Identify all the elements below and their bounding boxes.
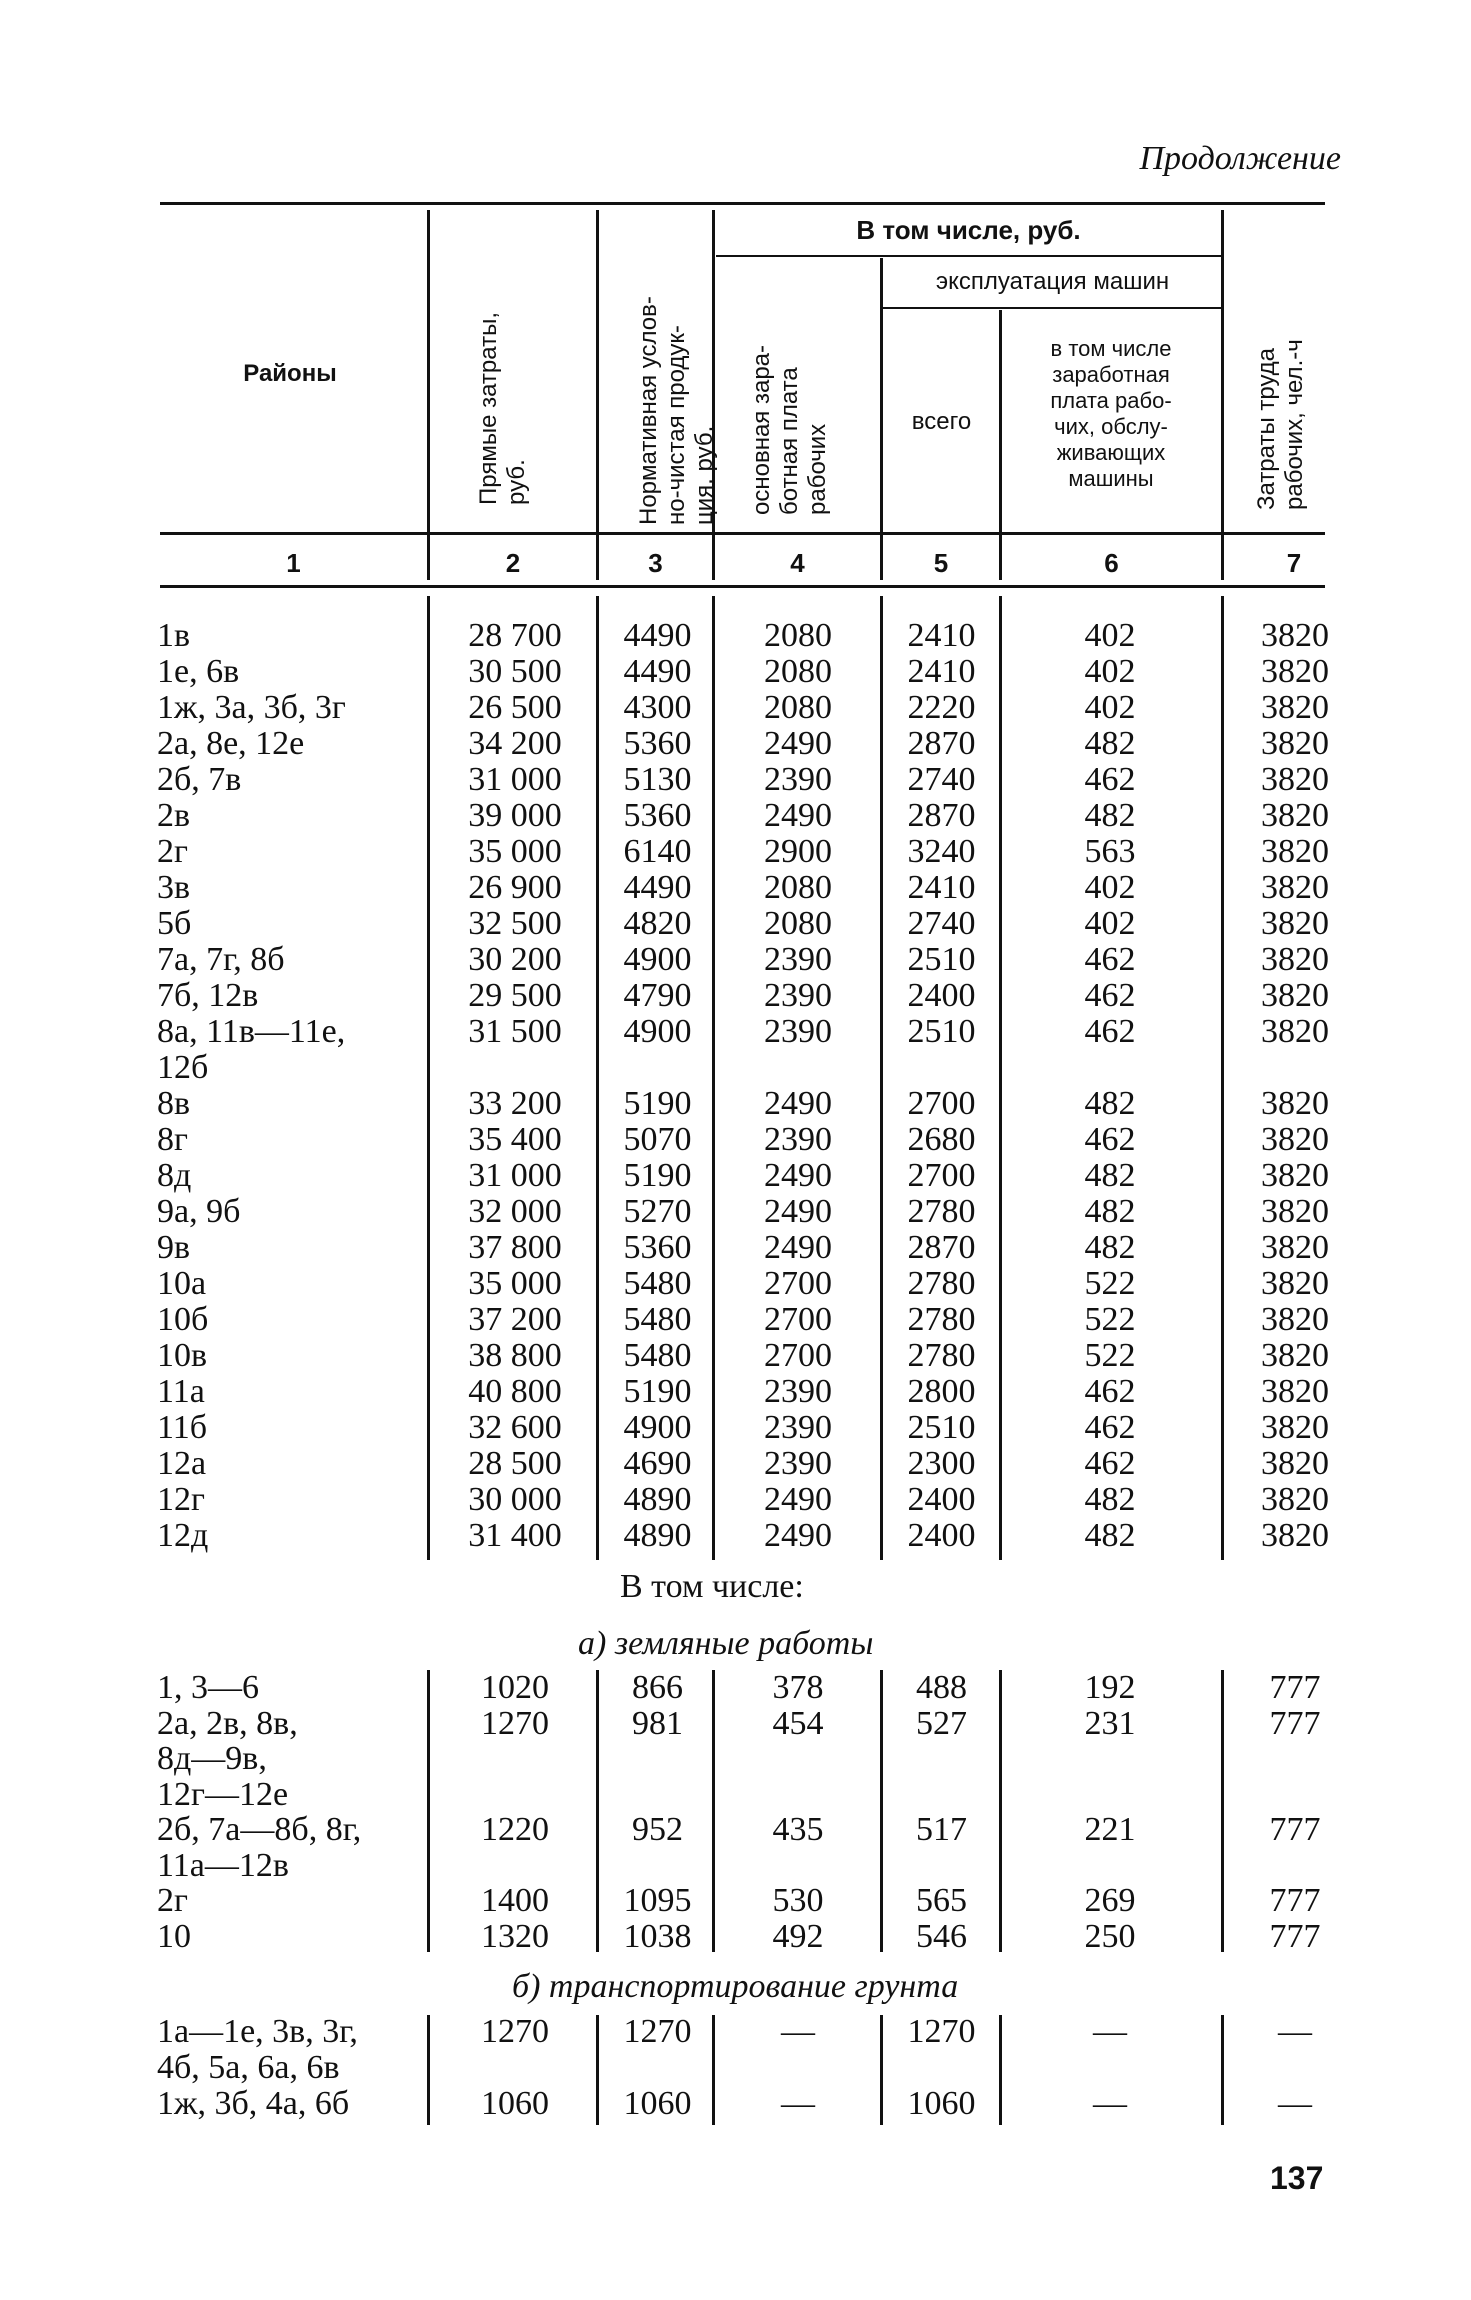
main-table-cell-col2: 35 400	[468, 1121, 562, 1158]
main-table-cell-col5: 2870	[907, 725, 976, 762]
section-b-cell-col4: —	[781, 2013, 815, 2050]
main-table-cell-col2: 30 200	[468, 941, 562, 978]
section-a-cell-col2: 1220	[481, 1811, 549, 1848]
main-table-cell-col5: 2410	[907, 869, 976, 906]
main-table-cell-col1: 2в	[157, 797, 191, 834]
colnum-2: 2	[505, 548, 521, 578]
main-table-cell-col5: 2400	[907, 1481, 976, 1518]
main-table-row	[0, 978, 1471, 1014]
main-table-cell-col6: 462	[1084, 1409, 1136, 1446]
section-a-cell-col1: 12г—12е	[157, 1775, 289, 1813]
main-table-cell-col7: 3820	[1261, 869, 1329, 906]
main-table-cell-col4: 2390	[764, 761, 832, 798]
main-table-cell-col4: 2080	[764, 905, 832, 942]
main-table-cell-col1: 9а, 9б	[157, 1193, 241, 1230]
main-table-cell-col7: 3820	[1261, 1085, 1329, 1122]
main-table-cell-col1: 8в	[157, 1085, 191, 1122]
main-table-cell-col6: 522	[1084, 1265, 1136, 1302]
section-b-cell-col2: 1060	[481, 2085, 549, 2122]
main-table-cell-col6: 462	[1084, 1013, 1136, 1050]
section-a-row	[0, 1777, 1471, 1813]
col3-header: Нормативная услов- но-чистая продук- ция, руб.	[635, 296, 718, 525]
colnum-1: 1	[286, 548, 301, 578]
main-table-cell-col7: 3820	[1261, 617, 1329, 654]
main-table-cell-col6: 402	[1084, 905, 1136, 942]
main-table-cell-col4: 2490	[764, 797, 832, 834]
section-a-cell-col7: 777	[1269, 1704, 1321, 1742]
main-table-cell-col5: 2510	[907, 1013, 976, 1050]
colnum-7: 7	[1286, 548, 1302, 578]
section-a-cell-col2: 1320	[481, 1917, 549, 1955]
main-table-row	[0, 1158, 1471, 1194]
main-table-cell-col4: 2490	[764, 725, 832, 762]
main-table-cell-col1: 8д	[157, 1157, 192, 1194]
main-table-cell-col4: 2490	[764, 1157, 832, 1194]
main-table-cell-col3: 5360	[623, 797, 692, 834]
section-a-cell-col3: 1038	[623, 1917, 692, 1955]
main-table-cell-col3: 5480	[623, 1337, 692, 1374]
main-table-cell-col6: 462	[1084, 1121, 1136, 1158]
main-table-cell-col2: 35 000	[468, 833, 562, 870]
main-table-row	[0, 1446, 1471, 1482]
main-table-cell-col7: 3820	[1261, 905, 1329, 942]
main-table-cell-col5: 2870	[907, 1229, 976, 1266]
main-table-cell-col2: 40 800	[468, 1373, 562, 1410]
main-table-cell-col3: 4900	[623, 1013, 692, 1050]
section-a-cell-col1: 2г	[157, 1882, 188, 1919]
main-table-cell-col5: 2510	[907, 941, 976, 978]
col1-header: Районы	[243, 360, 337, 387]
main-table-cell-col7: 3820	[1261, 1373, 1329, 1410]
main-table-cell-col1: 7а, 7г, 8б	[157, 941, 285, 978]
main-table-cell-col2: 35 000	[468, 1265, 562, 1302]
main-table-cell-col1: 1е, 6в	[157, 653, 240, 690]
section-b-cell-col7: —	[1278, 2085, 1312, 2122]
main-table-cell-col7: 3820	[1261, 1265, 1329, 1302]
main-table-cell-col6: 402	[1084, 869, 1136, 906]
section-a-cell-col2: 1270	[481, 1704, 549, 1742]
main-table-cell-col2: 37 200	[468, 1301, 562, 1338]
main-table-cell-col1: 12д	[157, 1517, 209, 1554]
section-a-row	[0, 1919, 1471, 1955]
main-table-cell-col7: 3820	[1261, 1445, 1329, 1482]
section-a-cell-col4: 435	[772, 1811, 824, 1848]
main-table-cell-col5: 2410	[907, 617, 976, 654]
group-rule	[716, 255, 1221, 257]
section-a-row	[0, 1670, 1471, 1706]
main-table-row	[0, 618, 1471, 654]
main-table-cell-col4: 2390	[764, 941, 832, 978]
main-table-cell-col6: 462	[1084, 761, 1136, 798]
section-b-cell-col5: 1270	[907, 2013, 976, 2050]
main-table-cell-col2: 28 700	[468, 617, 562, 654]
section-b-cell-col4: —	[781, 2085, 815, 2122]
main-table-cell-col7: 3820	[1261, 653, 1329, 690]
main-table-cell-col2: 30 000	[468, 1481, 562, 1518]
main-table-cell-col2: 31 400	[468, 1517, 562, 1554]
section-a-cell-col4: 454	[772, 1704, 824, 1742]
section-a-cell-col1: 1, 3—6	[157, 1669, 259, 1706]
main-table-cell-col4: 2490	[764, 1229, 832, 1266]
section-a-cell-col3: 866	[632, 1669, 683, 1706]
colnum-4: 4	[790, 548, 805, 578]
main-table-row	[0, 1518, 1471, 1554]
main-table-cell-col7: 3820	[1261, 1337, 1329, 1374]
section-a-cell-col7: 777	[1269, 1669, 1321, 1706]
main-table-cell-col2: 31 000	[468, 1157, 562, 1194]
section-a-row	[0, 1848, 1471, 1884]
main-table-cell-col7: 3820	[1261, 797, 1329, 834]
section-a-cell-col6: 192	[1084, 1669, 1136, 1706]
main-table-row	[0, 1302, 1471, 1338]
machines-header: эксплуатация машин	[935, 268, 1170, 295]
main-table-row	[0, 654, 1471, 690]
main-table-cell-col1: 11б	[157, 1409, 208, 1446]
main-table-cell-col6: 482	[1084, 1157, 1136, 1194]
main-table-cell-col3: 4490	[623, 869, 692, 906]
main-table-cell-col7: 3820	[1261, 1409, 1329, 1446]
main-table-cell-col6: 462	[1084, 941, 1136, 978]
section-a-cell-col5: 488	[916, 1669, 967, 1706]
main-table-cell-col7: 3820	[1261, 725, 1329, 762]
main-table-cell-col3: 5480	[623, 1301, 692, 1338]
main-table-row	[0, 1122, 1471, 1158]
main-table-cell-col4: 2390	[764, 1373, 832, 1410]
main-table-cell-col5: 2700	[907, 1157, 976, 1194]
main-table-row	[0, 1230, 1471, 1266]
col2-header: Прямые затраты, руб.	[475, 312, 530, 505]
section-b-row	[0, 2050, 1471, 2086]
main-table-cell-col4: 2080	[764, 869, 832, 906]
colnum-bottom-rule	[160, 585, 1325, 588]
main-table-cell-col1: 2а, 8е, 12е	[157, 725, 305, 762]
main-table-cell-col7: 3820	[1261, 761, 1329, 798]
main-table-cell-col4: 2390	[764, 1013, 832, 1050]
main-table-cell-col5: 2800	[907, 1373, 976, 1410]
main-table-row	[0, 1338, 1471, 1374]
machines-rule	[880, 307, 1221, 309]
section-a-cell-col5: 527	[916, 1704, 967, 1742]
main-table-cell-col5: 2780	[907, 1301, 976, 1338]
hdr-vline-4	[880, 258, 883, 580]
main-table-cell-col1: 1в	[157, 617, 191, 654]
section-b-row	[0, 2086, 1471, 2122]
main-table-cell-col1: 8г	[157, 1121, 188, 1158]
section-a-cell-col3: 981	[632, 1704, 683, 1742]
main-table-cell-col4: 2390	[764, 1409, 832, 1446]
section-a-row	[0, 1741, 1471, 1777]
hdr-vline-1	[427, 210, 430, 580]
hdr-vline-6	[1221, 210, 1224, 580]
section-a-cell-col1: 11а—12в	[157, 1846, 289, 1884]
main-table-cell-col1: 7б, 12в	[157, 977, 259, 1014]
main-table-row	[0, 870, 1471, 906]
main-table-cell-col3: 4820	[623, 905, 692, 942]
hdr-vline-2	[596, 210, 599, 580]
main-table-cell-col6: 462	[1084, 1445, 1136, 1482]
main-table-row	[0, 1194, 1471, 1230]
main-table-cell-col2: 38 800	[468, 1337, 562, 1374]
main-table-cell-col6: 482	[1084, 1229, 1136, 1266]
continuation-label: Продолжение	[1139, 140, 1341, 177]
main-table-cell-col6: 522	[1084, 1301, 1136, 1338]
main-table-cell-col4: 2490	[764, 1481, 832, 1518]
main-table-cell-col3: 5360	[623, 1229, 692, 1266]
main-table-cell-col1: 12г	[157, 1481, 205, 1518]
section-a-cell-col3: 952	[632, 1811, 683, 1848]
col4-header: основная зара- ботная плата рабочих	[748, 344, 831, 515]
main-table-cell-col4: 2390	[764, 1445, 832, 1482]
main-table-row	[0, 906, 1471, 942]
main-table-cell-col5: 2400	[907, 977, 976, 1014]
section-a-cell-col7: 777	[1269, 1882, 1321, 1919]
main-table-cell-col3: 5190	[623, 1373, 692, 1410]
main-table-cell-col2: 32 500	[468, 905, 562, 942]
main-table-cell-col2: 31 500	[468, 1013, 562, 1050]
section-b-cell-col6: —	[1093, 2085, 1127, 2122]
main-table-cell-col7: 3820	[1261, 1301, 1329, 1338]
main-table-row	[0, 690, 1471, 726]
main-table-row	[0, 1410, 1471, 1446]
main-table-cell-col2: 34 200	[468, 725, 562, 762]
main-table-cell-col3: 5130	[623, 761, 692, 798]
main-table-cell-col4: 2490	[764, 1517, 832, 1554]
main-table-cell-col4: 2390	[764, 977, 832, 1014]
section-a-cell-col5: 517	[916, 1811, 967, 1848]
section-a-cell-col7: 777	[1269, 1811, 1321, 1848]
main-table-cell-col5: 2510	[907, 1409, 976, 1446]
main-table-row	[0, 1050, 1471, 1086]
main-table-cell-col7: 3820	[1261, 1157, 1329, 1194]
section-a-cell-col7: 777	[1269, 1917, 1321, 1955]
section-a-row	[0, 1706, 1471, 1742]
main-table-cell-col3: 4690	[623, 1445, 692, 1482]
main-table-cell-col3: 5070	[623, 1121, 692, 1158]
main-table-cell-col5: 2780	[907, 1265, 976, 1302]
main-table-cell-col1: 10а	[157, 1265, 207, 1302]
main-table-cell-col3: 4890	[623, 1517, 692, 1554]
main-table-cell-col7: 3820	[1261, 977, 1329, 1014]
main-table-cell-col7: 3820	[1261, 689, 1329, 726]
main-table-cell-col7: 3820	[1261, 1121, 1329, 1158]
main-table-cell-col6: 402	[1084, 689, 1136, 726]
section-a-row	[0, 1883, 1471, 1919]
main-table-cell-col5: 2220	[907, 689, 976, 726]
main-table-row	[0, 1482, 1471, 1518]
main-table-cell-col5: 2870	[907, 797, 976, 834]
main-table-cell-col4: 2490	[764, 1085, 832, 1122]
main-table-cell-col4: 2900	[764, 833, 832, 870]
section-a-cell-col4: 378	[772, 1669, 824, 1706]
main-table-cell-col5: 2780	[907, 1337, 976, 1374]
section-a-cell-col1: 2б, 7а—8б, 8г,	[157, 1811, 362, 1848]
main-table-cell-col4: 2390	[764, 1121, 832, 1158]
main-table-cell-col3: 4900	[623, 1409, 692, 1446]
main-table-cell-col2: 26 500	[468, 689, 562, 726]
main-table-cell-col4: 2700	[764, 1337, 832, 1374]
main-table-cell-col2: 33 200	[468, 1085, 562, 1122]
main-table-cell-col1: 12б	[157, 1049, 209, 1086]
main-table-cell-col6: 462	[1084, 977, 1136, 1014]
section-a-cell-col4: 530	[772, 1882, 824, 1919]
group-header: В том числе, руб.	[856, 215, 1081, 245]
main-table-cell-col6: 522	[1084, 1337, 1136, 1374]
main-table-cell-col3: 5190	[623, 1085, 692, 1122]
section-a-cell-col6: 269	[1084, 1882, 1136, 1919]
header-top-rule	[160, 202, 1325, 205]
main-table-cell-col2: 32 600	[468, 1409, 562, 1446]
hdr-vline-5	[999, 310, 1002, 580]
section-a-cell-col6: 231	[1084, 1704, 1136, 1742]
main-table-cell-col1: 3в	[157, 869, 191, 906]
main-table-cell-col1: 9в	[157, 1229, 191, 1266]
main-table-cell-col7: 3820	[1261, 1229, 1329, 1266]
main-table-cell-col5: 2780	[907, 1193, 976, 1230]
main-table-cell-col5: 2400	[907, 1517, 976, 1554]
section-b-row	[0, 2014, 1471, 2050]
main-table-cell-col7: 3820	[1261, 941, 1329, 978]
main-table-row	[0, 798, 1471, 834]
main-table-row	[0, 834, 1471, 870]
section-b-cell-col3: 1270	[623, 2013, 692, 2050]
section-b-cell-col3: 1060	[623, 2085, 692, 2122]
main-table-cell-col4: 2700	[764, 1301, 832, 1338]
main-table-cell-col5: 2700	[907, 1085, 976, 1122]
section-a-row	[0, 1812, 1471, 1848]
main-table-cell-col2: 26 900	[468, 869, 562, 906]
main-table-cell-col1: 5б	[157, 905, 192, 942]
main-table-cell-col6: 482	[1084, 1085, 1136, 1122]
main-table-cell-col5: 2680	[907, 1121, 976, 1158]
header-bottom-rule	[160, 532, 1325, 535]
main-table-cell-col4: 2490	[764, 1193, 832, 1230]
main-table-row	[0, 1086, 1471, 1122]
main-table-cell-col3: 4490	[623, 617, 692, 654]
main-table-cell-col1: 8а, 11в—11е,	[157, 1013, 346, 1050]
main-table-cell-col6: 482	[1084, 1481, 1136, 1518]
section-a-cell-col6: 221	[1084, 1811, 1136, 1848]
main-table-cell-col2: 37 800	[468, 1229, 562, 1266]
main-table-cell-col5: 2410	[907, 653, 976, 690]
section-a-cell-col2: 1020	[481, 1669, 549, 1706]
main-table-cell-col1: 10в	[157, 1337, 208, 1374]
main-table-cell-col6: 402	[1084, 617, 1136, 654]
main-table-cell-col2: 39 000	[468, 797, 562, 834]
colnum-5: 5	[933, 548, 949, 578]
main-table-cell-col2: 31 000	[468, 761, 562, 798]
main-table-cell-col3: 4890	[623, 1481, 692, 1518]
main-table-cell-col7: 3820	[1261, 1013, 1329, 1050]
main-table-cell-col2: 32 000	[468, 1193, 562, 1230]
section-b-cell-col1: 1ж, 3б, 4а, 6б	[157, 2085, 350, 2122]
main-table-cell-col3: 5480	[623, 1265, 692, 1302]
main-table-cell-col5: 2300	[907, 1445, 976, 1482]
col7-header: Затраты труда рабочих, чел.-ч	[1253, 339, 1308, 510]
main-table-cell-col3: 5190	[623, 1157, 692, 1194]
main-table-cell-col4: 2700	[764, 1265, 832, 1302]
main-table-cell-col3: 4900	[623, 941, 692, 978]
main-table-cell-col6: 482	[1084, 797, 1136, 834]
main-table-cell-col5: 3240	[907, 833, 976, 870]
main-table-cell-col3: 4490	[623, 653, 692, 690]
section-a-cell-col1: 2а, 2в, 8в,	[157, 1704, 298, 1742]
main-table-cell-col1: 12а	[157, 1445, 207, 1482]
main-table-cell-col6: 482	[1084, 1193, 1136, 1230]
main-table-cell-col3: 6140	[623, 833, 692, 870]
section-b-cell-col1: 1а—1е, 3в, 3г,	[157, 2013, 358, 2050]
section-b-cell-col5: 1060	[907, 2085, 976, 2122]
main-table-cell-col1: 2г	[157, 833, 188, 870]
section-a-cell-col5: 546	[916, 1917, 967, 1955]
main-table-cell-col7: 3820	[1261, 1193, 1329, 1230]
section-b-cell-col1: 4б, 5а, 6а, 6в	[157, 2049, 340, 2086]
section-a-cell-col1: 8д—9в,	[157, 1740, 267, 1777]
main-table-row	[0, 726, 1471, 762]
main-table-cell-col1: 11а	[157, 1373, 205, 1410]
main-table-cell-col3: 5360	[623, 725, 692, 762]
main-table-cell-col4: 2080	[764, 689, 832, 726]
section-a-cell-col5: 565	[916, 1882, 967, 1919]
main-table-cell-col5: 2740	[907, 761, 976, 798]
main-table-cell-col4: 2080	[764, 653, 832, 690]
section-a-cell-col4: 492	[772, 1917, 824, 1955]
main-table-cell-col6: 402	[1084, 653, 1136, 690]
col5-header: всего	[911, 408, 972, 435]
colnum-6: 6	[1104, 548, 1119, 578]
main-table-row	[0, 942, 1471, 978]
main-table-row	[0, 762, 1471, 798]
main-table-cell-col6: 462	[1084, 1373, 1136, 1410]
section-a-cell-col6: 250	[1084, 1917, 1136, 1955]
main-table-cell-col2: 30 500	[468, 653, 562, 690]
section-a-cell-col1: 10	[157, 1917, 191, 1955]
main-table-row	[0, 1374, 1471, 1410]
main-table-cell-col7: 3820	[1261, 833, 1329, 870]
main-table-cell-col1: 1ж, 3а, 3б, 3г	[157, 689, 346, 726]
section-a-cell-col3: 1095	[623, 1882, 692, 1919]
main-table-cell-col5: 2740	[907, 905, 976, 942]
main-table-cell-col6: 482	[1084, 1517, 1136, 1554]
main-table-cell-col3: 4790	[623, 977, 692, 1014]
section-a-title: а) земляные работы	[578, 1625, 874, 1662]
main-table-cell-col1: 10б	[157, 1301, 209, 1338]
main-table-cell-col6: 563	[1084, 833, 1136, 870]
including-label: В том числе:	[620, 1568, 804, 1605]
main-table-cell-col4: 2080	[764, 617, 832, 654]
section-b-cell-col6: —	[1093, 2013, 1127, 2050]
section-b-title: б) транспортирование грунта	[512, 1968, 959, 2005]
main-table-cell-col3: 4300	[623, 689, 692, 726]
section-a-cell-col2: 1400	[481, 1882, 549, 1919]
main-table-cell-col1: 2б, 7в	[157, 761, 242, 798]
main-table-cell-col7: 3820	[1261, 1517, 1329, 1554]
section-b-cell-col2: 1270	[481, 2013, 549, 2050]
main-table-cell-col2: 28 500	[468, 1445, 562, 1482]
main-table-cell-col7: 3820	[1261, 1481, 1329, 1518]
main-table-cell-col2: 29 500	[468, 977, 562, 1014]
colnum-3: 3	[648, 548, 663, 578]
main-table-cell-col6: 482	[1084, 725, 1136, 762]
col6-header: в том числе заработная плата рабо- чих, обслу- живающих машины	[1050, 336, 1172, 491]
main-table-cell-col3: 5270	[623, 1193, 692, 1230]
main-table-row	[0, 1266, 1471, 1302]
main-table-row	[0, 1014, 1471, 1050]
page-number: 137	[1270, 2160, 1324, 2196]
section-b-cell-col7: —	[1278, 2013, 1312, 2050]
